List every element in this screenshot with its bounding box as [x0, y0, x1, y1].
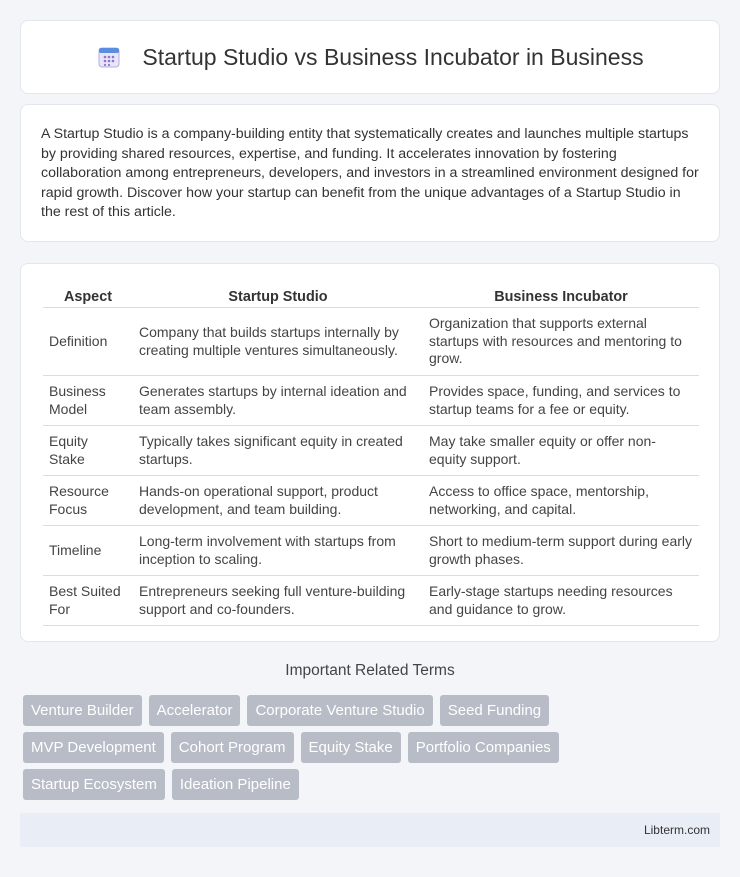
- table-header-row: [43, 284, 699, 308]
- tag-portfolio-companies[interactable]: Portfolio Companies: [408, 732, 559, 763]
- table-row: [43, 376, 699, 426]
- footer-site-link[interactable]: Libterm.com: [643, 823, 710, 837]
- header-startup-studio: Startup Studio: [133, 284, 423, 308]
- tag-cohort-program[interactable]: Cohort Program: [171, 732, 294, 763]
- header-card: [20, 20, 720, 94]
- tag-mvp-development[interactable]: MVP Development: [23, 732, 164, 763]
- row-business-incubator: Access to office space, mentorship, networking, and capital.: [423, 476, 699, 526]
- row-aspect: Equity Stake: [43, 426, 133, 476]
- header-aspect: Aspect: [43, 284, 133, 308]
- footer: [20, 813, 720, 847]
- related-terms-title: Important Related Terms: [285, 662, 455, 679]
- tag-seed-funding[interactable]: Seed Funding: [440, 695, 549, 726]
- comparison-table: [43, 284, 699, 626]
- calendar-icon: [96, 44, 122, 70]
- row-business-incubator: Organization that supports external startups with resources and mentoring to grow.: [423, 308, 699, 376]
- tag-row: [23, 769, 723, 800]
- page-title: Startup Studio vs Business Incubator in Business: [142, 43, 644, 70]
- tag-accelerator[interactable]: Accelerator: [149, 695, 241, 726]
- intro-card: [20, 104, 720, 242]
- row-business-incubator: Short to medium-term support during early growth phases.: [423, 526, 699, 576]
- comparison-card: [20, 263, 720, 642]
- tag-corporate-venture-studio[interactable]: Corporate Venture Studio: [247, 695, 432, 726]
- tag-startup-ecosystem[interactable]: Startup Ecosystem: [23, 769, 165, 800]
- row-aspect: Resource Focus: [43, 476, 133, 526]
- header-business-incubator: Business Incubator: [423, 284, 699, 308]
- row-aspect: Business Model: [43, 376, 133, 426]
- table-row: [43, 308, 699, 376]
- intro-paragraph: A Startup Studio is a company-building entity that systematically creates and launches multiple startups by providing shared resources, expertise, and funding. It accelerates innovation by fostering collaboration among entrepreneurs, developers, and investors in a streamlined environment designed for rapid growth. Discover how your startup can benefit from the unique advantages of a Startup Studio in the rest of this article.: [41, 126, 699, 221]
- row-startup-studio: Typically takes significant equity in created startups.: [133, 426, 423, 476]
- row-aspect: Definition: [43, 308, 133, 376]
- table-row: [43, 576, 699, 626]
- row-aspect: Timeline: [43, 526, 133, 576]
- row-business-incubator: Early-stage startups needing resources and guidance to grow.: [423, 576, 699, 626]
- table-row: [43, 426, 699, 476]
- table-row: [43, 526, 699, 576]
- tag-row: [23, 732, 723, 763]
- row-startup-studio: Long-term involvement with startups from inception to scaling.: [133, 526, 423, 576]
- row-startup-studio: Entrepreneurs seeking full venture-building support and co-founders.: [133, 576, 423, 626]
- related-terms-list: [23, 695, 723, 806]
- table-row: [43, 476, 699, 526]
- tag-ideation-pipeline[interactable]: Ideation Pipeline: [172, 769, 299, 800]
- row-aspect: Best Suited For: [43, 576, 133, 626]
- row-startup-studio: Generates startups by internal ideation and team assembly.: [133, 376, 423, 426]
- tag-row: [23, 695, 723, 726]
- row-startup-studio: Hands-on operational support, product development, and team building.: [133, 476, 423, 526]
- tag-equity-stake[interactable]: Equity Stake: [301, 732, 401, 763]
- row-business-incubator: May take smaller equity or offer non-equity support.: [423, 426, 699, 476]
- row-business-incubator: Provides space, funding, and services to startup teams for a fee or equity.: [423, 376, 699, 426]
- tag-venture-builder[interactable]: Venture Builder: [23, 695, 142, 726]
- row-startup-studio: Company that builds startups internally by creating multiple ventures simultaneously.: [133, 308, 423, 376]
